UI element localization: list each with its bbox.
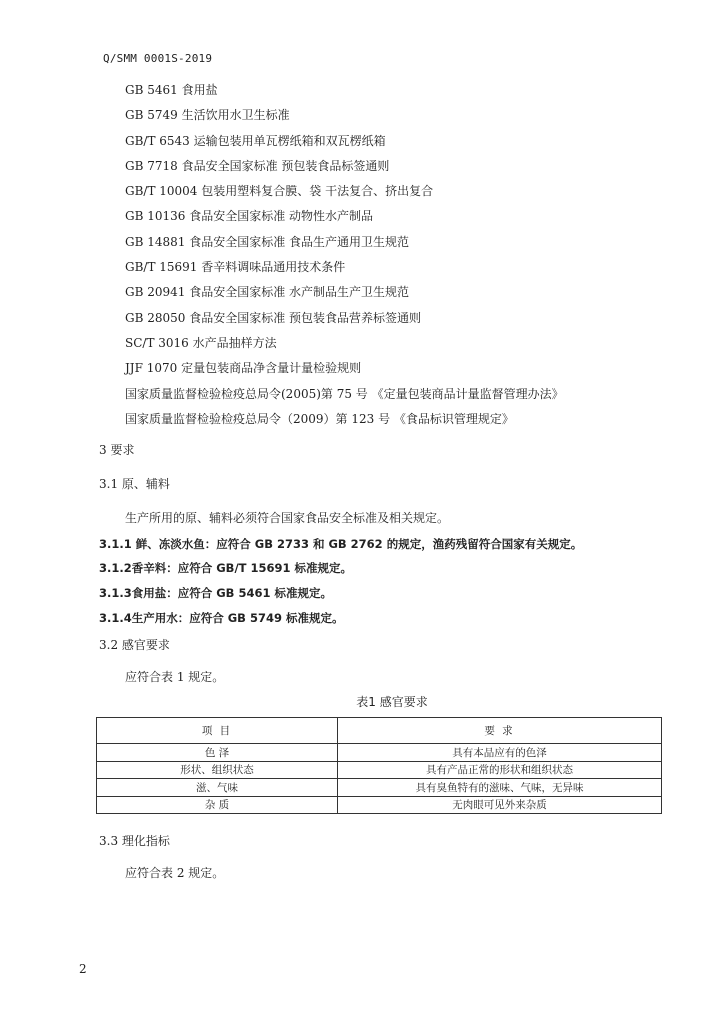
reference-item: GB 7718 食品安全国家标准 预包装食品标签通则 bbox=[125, 158, 390, 173]
reference-item: GB/T 10004 包装用塑料复合膜、袋 干法复合、挤出复合 bbox=[125, 184, 434, 199]
table-1-caption: 表1 感官要求 bbox=[356, 695, 428, 709]
section-3-1-2: 3.1.2香辛料：应符合 GB/T 15691 标准规定。 bbox=[99, 561, 353, 575]
section-3-2-heading: 3.2 感官要求 bbox=[99, 638, 170, 652]
reference-item: GB 14881 食品安全国家标准 食品生产通用卫生规范 bbox=[125, 234, 410, 249]
reference-item: GB 10136 食品安全国家标准 动物性水产制品 bbox=[125, 209, 374, 224]
table-cell: 色 泽 bbox=[97, 744, 338, 762]
section-3-1-heading: 3.1 原、辅料 bbox=[99, 477, 170, 491]
section-3-2-text: 应符合表 1 规定。 bbox=[125, 670, 225, 684]
table-cell: 具有本品应有的色泽 bbox=[338, 744, 662, 762]
section-3-heading: 3 要求 bbox=[99, 443, 135, 457]
reference-item: GB/T 6543 运输包装用单瓦楞纸箱和双瓦楞纸箱 bbox=[125, 133, 386, 148]
table-cell: 滋、气味 bbox=[97, 779, 338, 797]
table-row bbox=[97, 761, 662, 779]
reference-item: 国家质量监督检验检疫总局令(2005)第 75 号 《定量包装商品计量监督管理办法》 bbox=[125, 386, 564, 401]
page-number: 2 bbox=[79, 962, 87, 976]
section-3-1-1: 3.1.1 鲜、冻淡水鱼：应符合 GB 2733 和 GB 2762 的规定，渔药残留符合国家有关规定。 bbox=[99, 537, 583, 551]
reference-item: GB 28050 食品安全国家标准 预包装食品营养标签通则 bbox=[125, 310, 422, 325]
reference-item: 国家质量监督检验检疫总局令（2009）第 123 号 《食品标识管理规定》 bbox=[125, 411, 514, 426]
table-cell: 形状、组织状态 bbox=[97, 761, 338, 779]
column-header-item: 项 目 bbox=[97, 718, 338, 744]
document-code: Q/SMM 0001S-2019 bbox=[103, 52, 213, 65]
table-row bbox=[97, 796, 662, 814]
reference-item: GB 5749 生活饮用水卫生标准 bbox=[125, 108, 290, 123]
reference-item: GB 5461 食用盐 bbox=[125, 83, 218, 97]
reference-item: JJF 1070 定量包装商品净含量计量检验规则 bbox=[125, 361, 362, 376]
table-cell: 具有臭鱼特有的滋味、气味，无异味 bbox=[338, 779, 662, 797]
section-3-3-heading: 3.3 理化指标 bbox=[99, 834, 170, 848]
table-cell: 杂 质 bbox=[97, 796, 338, 814]
table-row bbox=[97, 744, 662, 762]
section-3-1-4: 3.1.4生产用水：应符合 GB 5749 标准规定。 bbox=[99, 611, 344, 625]
table-cell: 具有产品正常的形状和组织状态 bbox=[338, 761, 662, 779]
table-header-row bbox=[97, 718, 662, 744]
table-cell: 无肉眼可见外来杂质 bbox=[338, 796, 662, 814]
column-header-requirement: 要 求 bbox=[338, 718, 662, 744]
reference-item: GB 20941 食品安全国家标准 水产制品生产卫生规范 bbox=[125, 285, 410, 300]
section-3-1-3: 3.1.3食用盐：应符合 GB 5461 标准规定。 bbox=[99, 586, 332, 600]
normative-references-list bbox=[125, 78, 685, 432]
reference-item: GB/T 15691 香辛料调味品通用技术条件 bbox=[125, 260, 346, 275]
section-3-3-text: 应符合表 2 规定。 bbox=[125, 866, 225, 880]
reference-item: SC/T 3016 水产品抽样方法 bbox=[125, 335, 277, 350]
section-3-1-text: 生产所用的原、辅料必须符合国家食品安全标准及相关规定。 bbox=[125, 511, 450, 525]
sensory-requirements-table bbox=[96, 717, 662, 814]
table-row bbox=[97, 779, 662, 797]
